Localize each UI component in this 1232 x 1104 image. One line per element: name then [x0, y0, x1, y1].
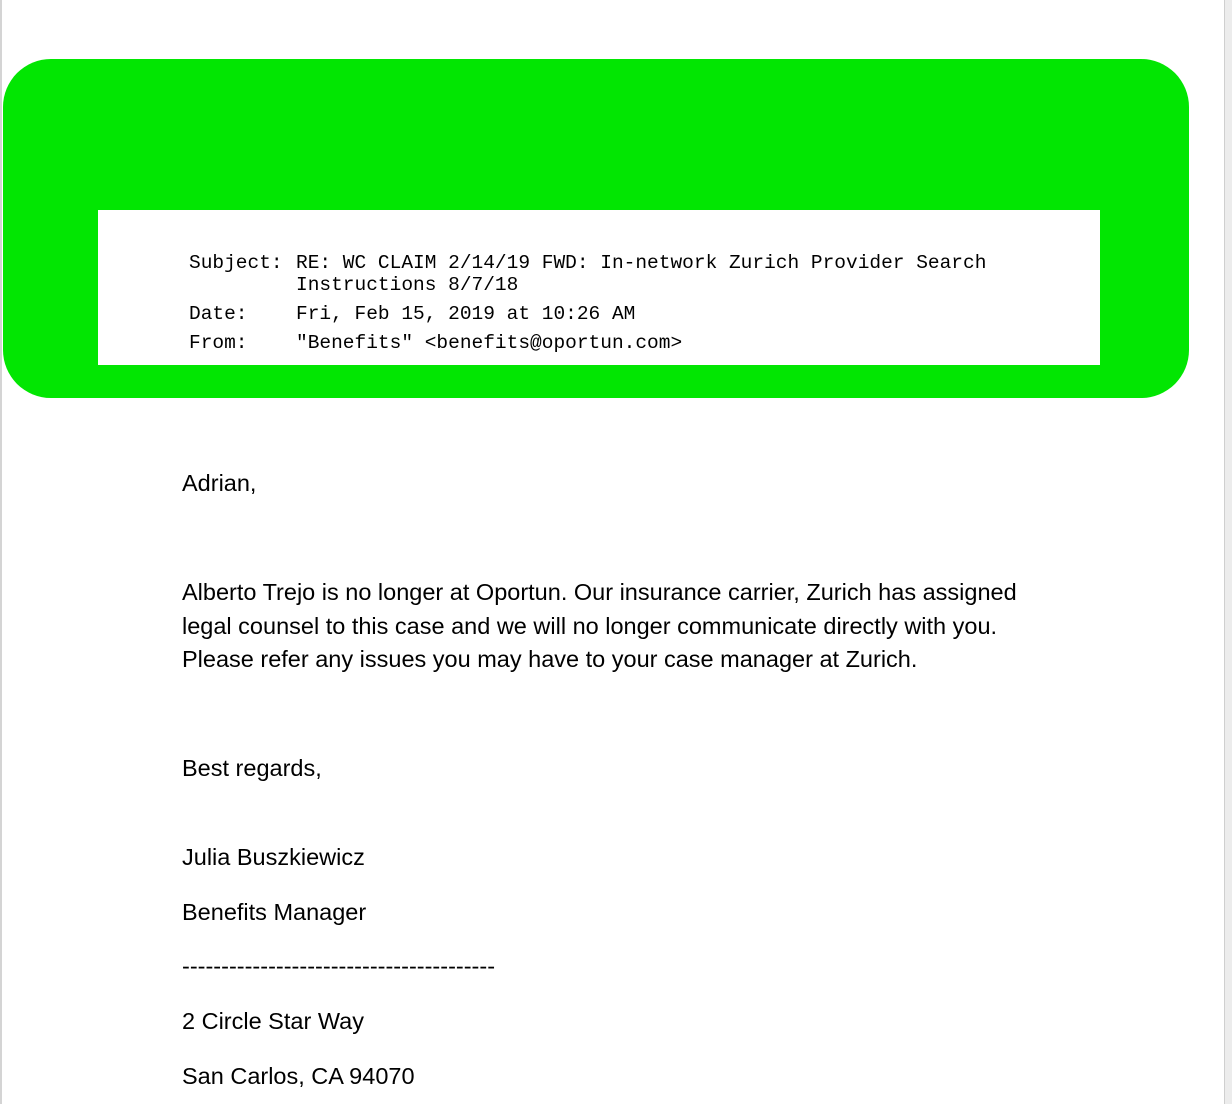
greeting: Adrian, [182, 470, 257, 496]
email-header-box [98, 210, 1100, 365]
paragraph-line: Alberto Trejo is no longer at Oportun. Our insurance carrier, Zurich has assigned [182, 579, 1017, 605]
signature-name: Julia Buszkiewicz [182, 844, 365, 870]
subject-value-line2: Instructions 8/7/18 [296, 274, 519, 296]
from-value: "Benefits" <benefits@oportun.com> [296, 332, 683, 354]
page-right-edge [1224, 0, 1232, 1104]
date-label: Date: [189, 303, 248, 325]
closing: Best regards, [182, 755, 322, 781]
signature-title: Benefits Manager [182, 899, 367, 925]
from-label: From: [189, 332, 248, 354]
address-line-2: San Carlos, CA 94070 [182, 1063, 415, 1089]
address-line-1: 2 Circle Star Way [182, 1008, 364, 1034]
paragraph-line: legal counsel to this case and we will no longer communicate directly with you. [182, 612, 998, 639]
highlight-frame [3, 59, 1189, 398]
subject-value-line1: RE: WC CLAIM 2/14/19 FWD: In-network Zurich Provider Search [296, 252, 987, 274]
signature-divider: ---------------------------------------- [182, 953, 496, 979]
paragraph-line: Please refer any issues you may have to your case manager at Zurich. [182, 646, 918, 672]
page-left-edge [0, 0, 2, 1104]
date-value: Fri, Feb 15, 2019 at 10:26 AM [296, 303, 636, 325]
message-paragraph [182, 576, 1082, 677]
subject-label: Subject: [189, 252, 283, 274]
